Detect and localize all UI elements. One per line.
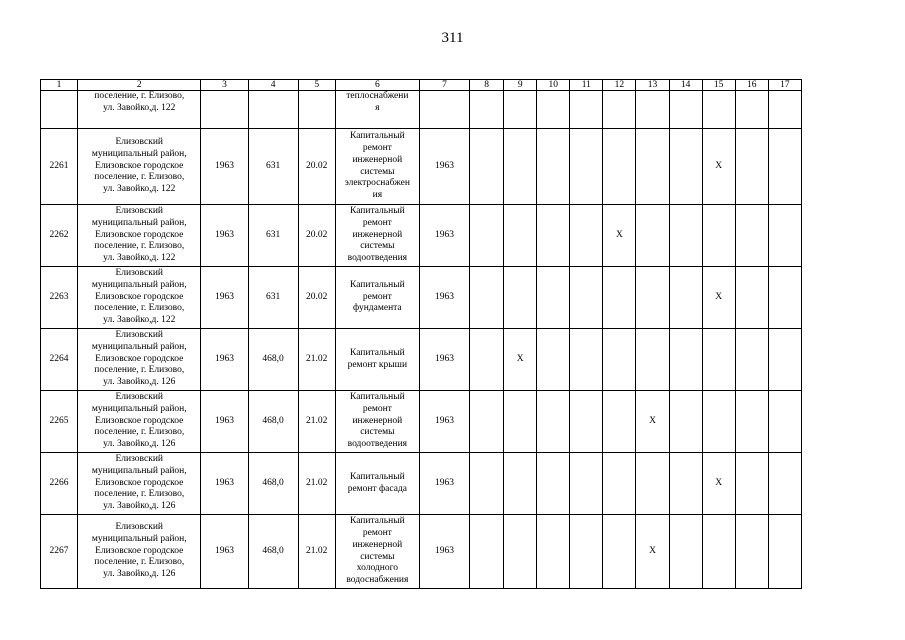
- record-number-cell: 2266: [41, 453, 78, 515]
- year-mark-cell: [636, 205, 669, 267]
- code-cell: 21.02: [298, 453, 335, 515]
- year-mark-cell: [470, 515, 504, 589]
- year-mark-cell: X: [636, 515, 669, 589]
- work-type-cell: Капитальный ремонт инженерной системы электроснабжен ия: [335, 129, 419, 205]
- address-cell: Елизовский муниципальный район, Елизовское городское поселение, г. Елизово, ул. Завойко,д. 122: [78, 267, 201, 329]
- year-mark-cell: [504, 267, 537, 329]
- year-mark-cell: [636, 129, 669, 205]
- work-year-cell: 1963: [419, 329, 469, 391]
- year-mark-cell: [735, 129, 768, 205]
- area-cell: 468,0: [248, 453, 298, 515]
- year-mark-cell: X: [603, 205, 636, 267]
- area-cell: 468,0: [248, 515, 298, 589]
- work-type-cell: Капитальный ремонт крыши: [335, 329, 419, 391]
- year-mark-cell: [570, 267, 603, 329]
- year-mark-cell: [702, 515, 735, 589]
- year-mark-cell: [669, 515, 702, 589]
- column-header: 6: [335, 80, 419, 91]
- column-header: 2: [78, 80, 201, 91]
- year-mark-cell: [669, 453, 702, 515]
- year-mark-cell: [669, 91, 702, 129]
- work-year-cell: 1963: [419, 515, 469, 589]
- year-mark-cell: [470, 329, 504, 391]
- year-mark-cell: [470, 267, 504, 329]
- column-header: 15: [702, 80, 735, 91]
- year-mark-cell: [603, 91, 636, 129]
- year-built-cell: 1963: [201, 205, 248, 267]
- year-mark-cell: [636, 453, 669, 515]
- year-mark-cell: X: [702, 129, 735, 205]
- year-mark-cell: [470, 391, 504, 453]
- column-header: 13: [636, 80, 669, 91]
- column-header: 14: [669, 80, 702, 91]
- code-cell: 20.02: [298, 205, 335, 267]
- year-mark-cell: [537, 267, 570, 329]
- record-number-cell: 2267: [41, 515, 78, 589]
- year-mark-cell: [603, 453, 636, 515]
- code-cell: 21.02: [298, 391, 335, 453]
- year-mark-cell: [537, 453, 570, 515]
- year-built-cell: 1963: [201, 329, 248, 391]
- year-mark-cell: [504, 91, 537, 129]
- year-mark-cell: [735, 329, 768, 391]
- table-row: [41, 129, 802, 205]
- year-mark-cell: [603, 129, 636, 205]
- year-mark-cell: [570, 391, 603, 453]
- table-row: [41, 453, 802, 515]
- work-type-cell: Капитальный ремонт инженерной системы холодного водоснабжения: [335, 515, 419, 589]
- year-mark-cell: [702, 329, 735, 391]
- year-mark-cell: [735, 515, 768, 589]
- year-built-cell: 1963: [201, 453, 248, 515]
- table-row: [41, 329, 802, 391]
- address-cell: Елизовский муниципальный район, Елизовское городское поселение, г. Елизово, ул. Завойко,д. 122: [78, 205, 201, 267]
- year-mark-cell: [636, 329, 669, 391]
- column-header: 9: [504, 80, 537, 91]
- year-mark-cell: [768, 267, 801, 329]
- record-number-cell: 2264: [41, 329, 78, 391]
- year-mark-cell: [504, 205, 537, 267]
- year-mark-cell: [768, 129, 801, 205]
- year-built-cell: 1963: [201, 129, 248, 205]
- year-mark-cell: [669, 391, 702, 453]
- address-cell: Елизовский муниципальный район, Елизовское городское поселение, г. Елизово, ул. Завойко,д. 126: [78, 329, 201, 391]
- column-header: 12: [603, 80, 636, 91]
- year-mark-cell: [669, 267, 702, 329]
- work-year-cell: 1963: [419, 267, 469, 329]
- year-built-cell: 1963: [201, 267, 248, 329]
- work-year-cell: 1963: [419, 129, 469, 205]
- record-number-cell: 2261: [41, 129, 78, 205]
- year-mark-cell: [603, 391, 636, 453]
- year-mark-cell: [537, 391, 570, 453]
- year-mark-cell: [603, 329, 636, 391]
- year-mark-cell: [570, 205, 603, 267]
- address-cell: Елизовский муниципальный район, Елизовское городское поселение, г. Елизово, ул. Завойко,д. 126: [78, 515, 201, 589]
- address-cell: Елизовский муниципальный район, Елизовское городское поселение, г. Елизово, ул. Завойко,д. 126: [78, 453, 201, 515]
- year-mark-cell: [636, 91, 669, 129]
- column-header: 4: [248, 80, 298, 91]
- year-built-cell: 1963: [201, 515, 248, 589]
- year-mark-cell: [735, 267, 768, 329]
- record-number-cell: 2263: [41, 267, 78, 329]
- year-mark-cell: [768, 515, 801, 589]
- address-cell: Елизовский муниципальный район, Елизовское городское поселение, г. Елизово, ул. Завойко,д. 126: [78, 391, 201, 453]
- year-mark-cell: [537, 129, 570, 205]
- year-built-cell: 1963: [201, 391, 248, 453]
- column-header: 5: [298, 80, 335, 91]
- year-mark-cell: [504, 453, 537, 515]
- year-mark-cell: X: [636, 391, 669, 453]
- year-mark-cell: [504, 515, 537, 589]
- work-type-cell: Капитальный ремонт инженерной системы водоотведения: [335, 205, 419, 267]
- year-mark-cell: [537, 205, 570, 267]
- column-header: 8: [470, 80, 504, 91]
- column-header: 11: [570, 80, 603, 91]
- table-row: [41, 515, 802, 589]
- year-mark-cell: [504, 391, 537, 453]
- code-cell: 20.02: [298, 129, 335, 205]
- area-cell: 631: [248, 205, 298, 267]
- year-mark-cell: [470, 91, 504, 129]
- year-mark-cell: [537, 329, 570, 391]
- table-row: [41, 391, 802, 453]
- year-mark-cell: [570, 453, 603, 515]
- year-mark-cell: [537, 91, 570, 129]
- area-cell: 468,0: [248, 329, 298, 391]
- column-header: 1: [41, 80, 78, 91]
- year-mark-cell: [603, 515, 636, 589]
- year-mark-cell: [570, 91, 603, 129]
- year-mark-cell: X: [504, 329, 537, 391]
- year-built-cell: [201, 91, 248, 129]
- column-header: 17: [768, 80, 801, 91]
- year-mark-cell: X: [702, 453, 735, 515]
- year-mark-cell: [570, 329, 603, 391]
- year-mark-cell: [470, 205, 504, 267]
- table-row: [41, 267, 802, 329]
- table-row: [41, 91, 802, 129]
- year-mark-cell: [768, 329, 801, 391]
- column-number-row: [41, 80, 802, 91]
- year-mark-cell: [470, 453, 504, 515]
- year-mark-cell: [669, 129, 702, 205]
- code-cell: 21.02: [298, 329, 335, 391]
- year-mark-cell: [735, 205, 768, 267]
- year-mark-cell: [768, 91, 801, 129]
- work-type-cell: Капитальный ремонт фасада: [335, 453, 419, 515]
- area-cell: 631: [248, 267, 298, 329]
- area-cell: 468,0: [248, 391, 298, 453]
- year-mark-cell: [537, 515, 570, 589]
- column-header: 10: [537, 80, 570, 91]
- year-mark-cell: [735, 91, 768, 129]
- year-mark-cell: [768, 453, 801, 515]
- year-mark-cell: [570, 515, 603, 589]
- year-mark-cell: [735, 453, 768, 515]
- work-schedule-table: [40, 79, 802, 589]
- work-type-cell: Капитальный ремонт фундамента: [335, 267, 419, 329]
- address-cell: поселение, г. Елизово, ул. Завойко,д. 122: [78, 91, 201, 129]
- column-header: 16: [735, 80, 768, 91]
- work-year-cell: [419, 91, 469, 129]
- record-number-cell: 2262: [41, 205, 78, 267]
- year-mark-cell: [768, 205, 801, 267]
- year-mark-cell: [702, 391, 735, 453]
- work-year-cell: 1963: [419, 391, 469, 453]
- year-mark-cell: [636, 267, 669, 329]
- year-mark-cell: [702, 205, 735, 267]
- address-cell: Елизовский муниципальный район, Елизовское городское поселение, г. Елизово, ул. Завойко,д. 122: [78, 129, 201, 205]
- work-year-cell: 1963: [419, 453, 469, 515]
- year-mark-cell: [570, 129, 603, 205]
- code-cell: [298, 91, 335, 129]
- code-cell: 21.02: [298, 515, 335, 589]
- work-year-cell: 1963: [419, 205, 469, 267]
- year-mark-cell: X: [702, 267, 735, 329]
- year-mark-cell: [504, 129, 537, 205]
- column-header: 7: [419, 80, 469, 91]
- year-mark-cell: [603, 267, 636, 329]
- work-type-cell: теплоснабжени я: [335, 91, 419, 129]
- year-mark-cell: [669, 205, 702, 267]
- year-mark-cell: [768, 391, 801, 453]
- code-cell: 20.02: [298, 267, 335, 329]
- record-number-cell: 2265: [41, 391, 78, 453]
- area-cell: 631: [248, 129, 298, 205]
- year-mark-cell: [735, 391, 768, 453]
- area-cell: [248, 91, 298, 129]
- year-mark-cell: [669, 329, 702, 391]
- work-type-cell: Капитальный ремонт инженерной системы водоотведения: [335, 391, 419, 453]
- table-row: [41, 205, 802, 267]
- year-mark-cell: [470, 129, 504, 205]
- page-number: 311: [441, 30, 464, 46]
- year-mark-cell: [702, 91, 735, 129]
- column-header: 3: [201, 80, 248, 91]
- record-number-cell: [41, 91, 78, 129]
